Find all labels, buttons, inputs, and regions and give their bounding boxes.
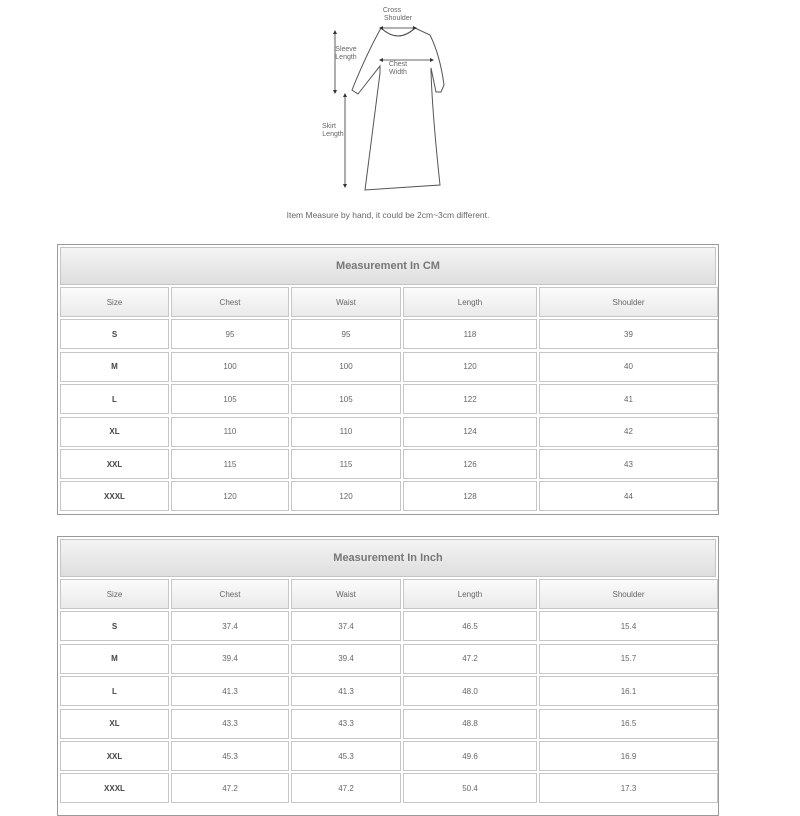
table-cell: 17.3 — [539, 773, 718, 803]
table-cell: 16.9 — [539, 741, 718, 771]
table-cell: 41 — [539, 384, 718, 414]
table-cell: 120 — [291, 481, 401, 511]
table-cell: 45.3 — [291, 741, 401, 771]
table-cell: 48.8 — [403, 709, 537, 739]
table-title: Measurement In CM — [60, 247, 716, 285]
chest-width-label-2: Width — [389, 69, 407, 76]
skirt-length-label-2: Length — [322, 131, 344, 138]
table-cell: 105 — [171, 384, 289, 414]
table-header-cell: Length — [403, 579, 537, 609]
table-cell: 47.2 — [403, 644, 537, 674]
table-cell: 16.5 — [539, 709, 718, 739]
measurement-table-cm — [57, 244, 719, 515]
table-cell: 49.6 — [403, 741, 537, 771]
table-cell: 43.3 — [171, 709, 289, 739]
table-cell: 41.3 — [171, 676, 289, 706]
table-header-cell: Waist — [291, 287, 401, 317]
table-cell: 105 — [291, 384, 401, 414]
table-cell: 37.4 — [291, 611, 401, 641]
size-cell: M — [60, 352, 169, 382]
table-cell: 16.1 — [539, 676, 718, 706]
size-cell: L — [60, 676, 169, 706]
table-cell: 48.0 — [403, 676, 537, 706]
table-cell: 47.2 — [291, 773, 401, 803]
table-cell: 100 — [171, 352, 289, 382]
table-cell: 126 — [403, 449, 537, 479]
table-header-cell: Chest — [171, 579, 289, 609]
size-cell: XXXL — [60, 481, 169, 511]
table-cell: 110 — [171, 417, 289, 447]
table-cell: 95 — [291, 319, 401, 349]
table-cell: 110 — [291, 417, 401, 447]
table-cell: 45.3 — [171, 741, 289, 771]
table-header-cell: Chest — [171, 287, 289, 317]
table-cell: 39.4 — [291, 644, 401, 674]
dress-outline — [352, 28, 444, 190]
table-header-cell: Size — [60, 579, 169, 609]
cross-shoulder-label-2: Shoulder — [383, 15, 413, 22]
table-cell: 39 — [539, 319, 718, 349]
table-cell: 39.4 — [171, 644, 289, 674]
table-cell: 115 — [291, 449, 401, 479]
size-cell: S — [60, 319, 169, 349]
dress-measurement-diagram — [0, 0, 800, 230]
table-header-cell: Shoulder — [539, 287, 718, 317]
table-cell: 118 — [403, 319, 537, 349]
table-cell: 115 — [171, 449, 289, 479]
table-title: Measurement In Inch — [60, 539, 716, 577]
size-cell: XXL — [60, 449, 169, 479]
table-cell: 42 — [539, 417, 718, 447]
table-cell: 40 — [539, 352, 718, 382]
table-cell: 120 — [403, 352, 537, 382]
size-cell: XXXL — [60, 773, 169, 803]
table-cell: 100 — [291, 352, 401, 382]
table-cell: 15.4 — [539, 611, 718, 641]
table-cell: 122 — [403, 384, 537, 414]
size-cell: XL — [60, 709, 169, 739]
table-cell: 47.2 — [171, 773, 289, 803]
table-cell: 46.5 — [403, 611, 537, 641]
measurement-note: Item Measure by hand, it could be 2cm~3cm different. — [286, 210, 490, 220]
table-header-cell: Waist — [291, 579, 401, 609]
cross-shoulder-label-1: Cross — [382, 7, 402, 14]
size-cell: XXL — [60, 741, 169, 771]
table-cell: 37.4 — [171, 611, 289, 641]
measurement-table-inch — [57, 536, 719, 816]
table-cell: 128 — [403, 481, 537, 511]
table-header-cell: Shoulder — [539, 579, 718, 609]
table-cell: 120 — [171, 481, 289, 511]
table-cell: 50.4 — [403, 773, 537, 803]
table-cell: 95 — [171, 319, 289, 349]
table-cell: 43.3 — [291, 709, 401, 739]
table-cell: 41.3 — [291, 676, 401, 706]
size-cell: S — [60, 611, 169, 641]
chest-width-label-1: Chest — [388, 61, 408, 68]
size-cell: XL — [60, 417, 169, 447]
table-cell: 44 — [539, 481, 718, 511]
skirt-length-label-1: Skirt — [322, 123, 336, 130]
sleeve-length-label-1: Sleeve — [335, 46, 357, 53]
table-cell: 124 — [403, 417, 537, 447]
table-header-cell: Size — [60, 287, 169, 317]
table-cell: 43 — [539, 449, 718, 479]
table-cell: 15.7 — [539, 644, 718, 674]
size-cell: L — [60, 384, 169, 414]
table-header-cell: Length — [403, 287, 537, 317]
sleeve-length-label-2: Length — [335, 54, 357, 61]
size-cell: M — [60, 644, 169, 674]
